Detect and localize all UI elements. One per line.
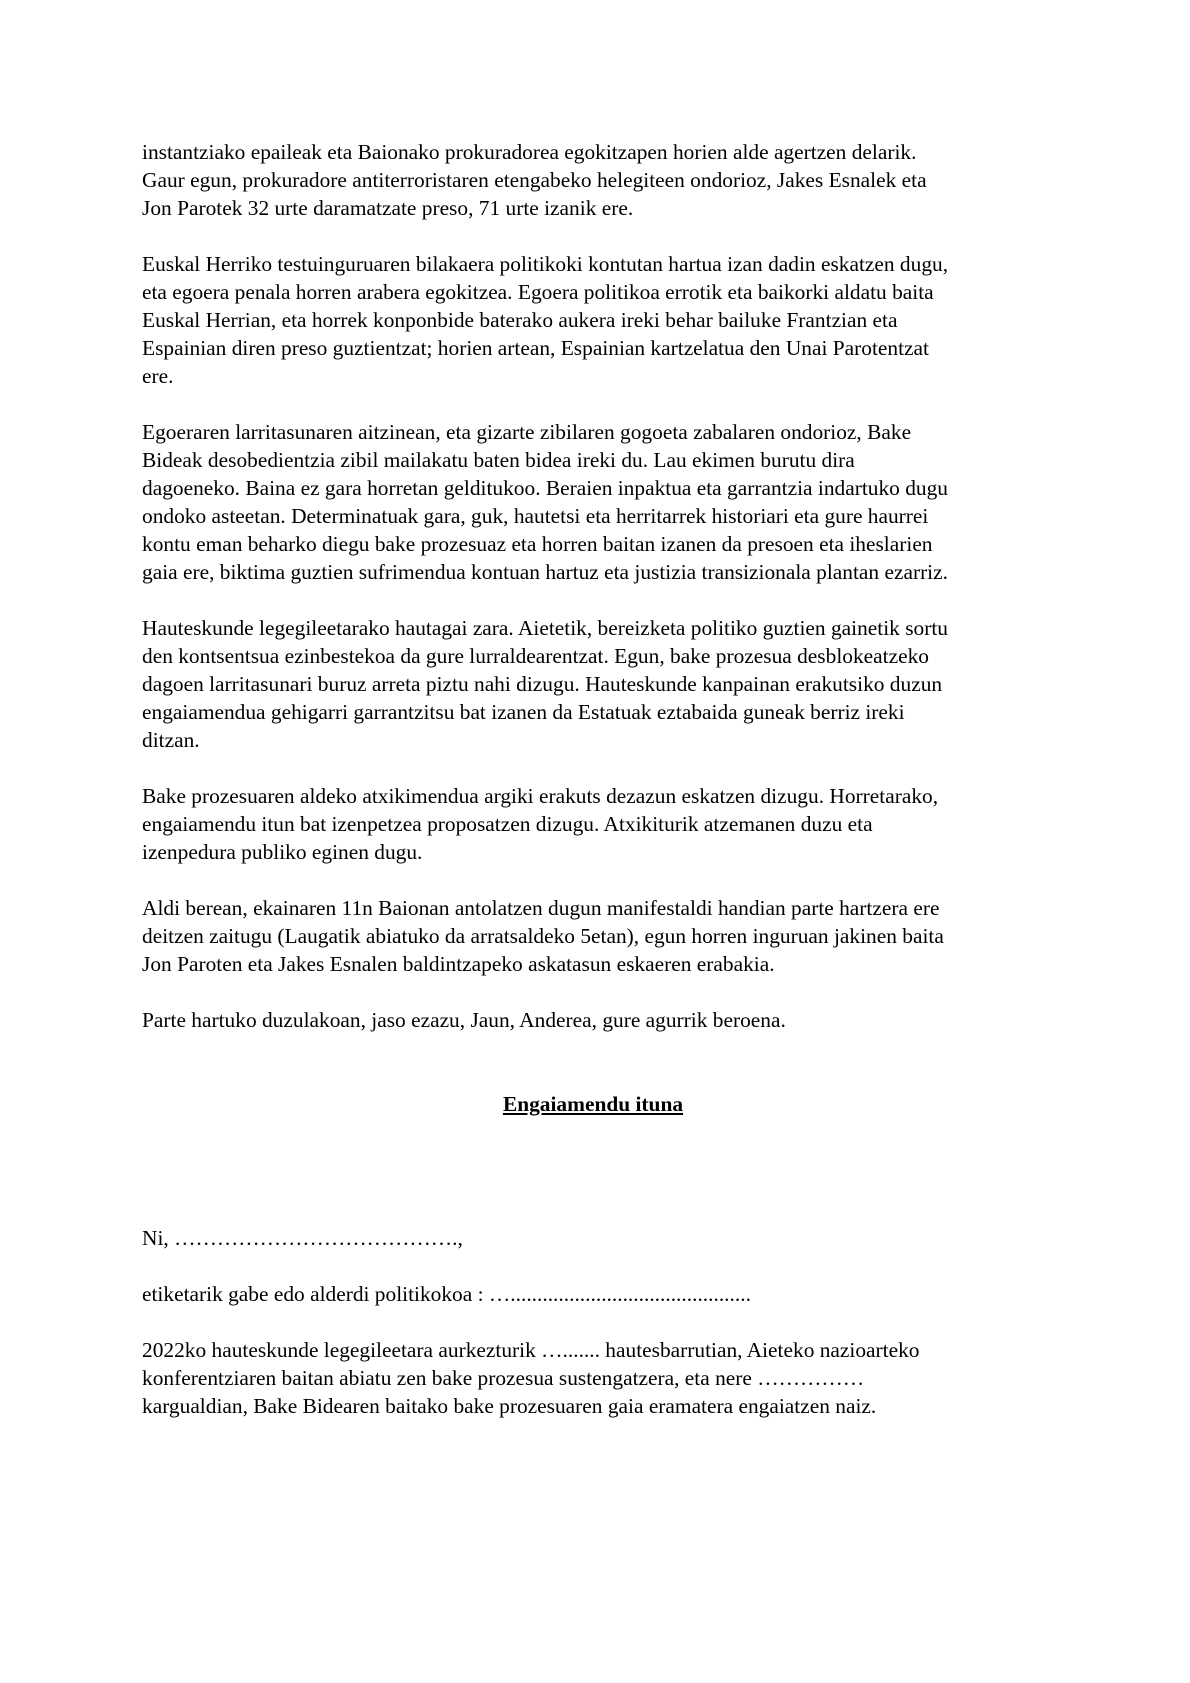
text-line: gaia ere, biktima guztien sufrimendua kontuan hartuz eta justizia transizionala plantan ezarriz. — [142, 560, 948, 584]
text-line: engaiamendua gehigarri garrantzitsu bat izanen da Estatuak eztabaida guneak berriz ireki — [142, 700, 905, 724]
text-line: engaiamendu itun bat izenpetzea proposatzen dizugu. Atxikiturik atzemanen duzu eta — [142, 812, 873, 836]
text-line: Jon Paroten eta Jakes Esnalen baldintzapeko askatasun eskaeren erabakia. — [142, 952, 775, 976]
text-line: kontu eman beharko diegu bake prozesuaz eta horren baitan izanen da presoen eta iheslarien — [142, 532, 933, 556]
text-line: instantziako epaileak eta Baionako prokuradorea egokitzapen horien alde agertzen delarik. — [142, 140, 917, 164]
paragraph-5 — [142, 782, 1062, 866]
text-line: Espainian diren preso guztientzat; horien artean, Espainian kartzelatua den Unai Parotentzat — [142, 336, 929, 360]
paragraph-6 — [142, 894, 1062, 978]
text-line: Bake prozesuaren aldeko atxikimendua argiki erakuts dezazun eskatzen dizugu. Horretarako, — [142, 784, 939, 808]
text-line: deitzen zaitugu (Laugatik abiatuko da arratsaldeko 5etan), egun horren inguruan jakinen baita — [142, 924, 944, 948]
text-line: Bideak desobedientzia zibil mailakatu baten bidea ireki du. Lau ekimen burutu dira — [142, 448, 855, 472]
text-line: Gaur egun, prokuradore antiterroristaren etengabeko helegiteen ondorioz, Jakes Esnalek eta — [142, 168, 927, 192]
text-line: konferentziaren baitan abiatu zen bake prozesua sustengatzera, eta nere …………… — [142, 1366, 865, 1390]
text-line: eta egoera penala horren arabera egokitzea. Egoera politikoa errotik eta baikorki aldatu baita — [142, 280, 934, 304]
text-line: Parte hartuko duzulakoan, jaso ezazu, Jaun, Anderea, gure agurrik beroena. — [142, 1008, 786, 1032]
text-line: izenpedura publiko eginen dugu. — [142, 840, 423, 864]
text-line: dagoeneko. Baina ez gara horretan gelditukoo. Beraien inpaktua eta garrantzia indartuko dugu — [142, 476, 948, 500]
text-line: Egoeraren larritasunaren aitzinean, eta gizarte zibilaren gogoeta zabalaren ondorioz, Bake — [142, 420, 912, 444]
text-line: Aldi berean, ekainaren 11n Baionan antolatzen dugun manifestaldi handian parte hartzera ere — [142, 896, 940, 920]
text-line: ondoko asteetan. Determinatuak gara, guk, hautetsi eta herritarrek historiari eta gure haurrei — [142, 504, 929, 528]
text-line: kargualdian, Bake Bidearen baitako bake prozesuaren gaia eramatera engaiatzen naiz. — [142, 1394, 877, 1418]
pledge-party-line: etiketarik gabe edo alderdi politikokoa : …............................................. — [142, 1282, 751, 1306]
text-line: ditzan. — [142, 728, 200, 752]
text-line: ere. — [142, 364, 174, 388]
paragraph-2 — [142, 250, 1062, 390]
text-line: dagoen larritasunari buruz arreta piztu nahi dizugu. Hauteskunde kanpainan erakutsiko duzun — [142, 672, 943, 696]
document-body — [142, 138, 1062, 1420]
paragraph-4 — [142, 614, 1062, 754]
text-line: den kontsentsua ezinbestekoa da gure lurraldearentzat. Egun, bake prozesua desblokeatzeko — [142, 644, 929, 668]
text-line: Euskal Herriko testuinguruaren bilakaera politikoki kontutan hartua izan dadin eskatzen dugu, — [142, 252, 949, 276]
pledge-name-line: Ni, …………………………………., — [142, 1226, 463, 1250]
text-line: Euskal Herrian, eta horrek konponbide baterako aukera ireki behar bailuke Frantzian eta — [142, 308, 898, 332]
text-line: 2022ko hauteskunde legegileetara aurkezturik …....... hautesbarrutian, Aieteko nazioarteko — [142, 1338, 920, 1362]
pledge-title: Engaiamendu ituna — [502, 1092, 684, 1116]
closing-paragraph — [142, 1006, 1062, 1034]
pledge-statement — [142, 1336, 1062, 1420]
text-line: Jon Parotek 32 urte daramatzate preso, 71 urte izanik ere. — [142, 196, 634, 220]
text-line: Hauteskunde legegileetarako hautagai zara. Aietetik, bereizketa politiko guztien gainetik sortu — [142, 616, 948, 640]
paragraph-3 — [142, 418, 1062, 586]
paragraph-1 — [142, 138, 1062, 222]
